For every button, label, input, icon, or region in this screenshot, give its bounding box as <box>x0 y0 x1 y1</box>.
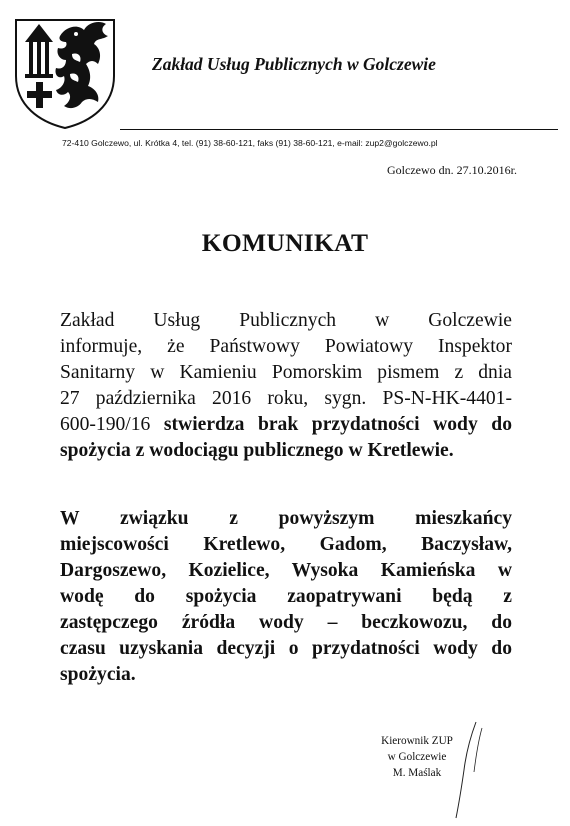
paragraph-line: 27 października 2016 roku, sygn. PS-N-HK-4401- <box>60 388 512 409</box>
paragraph-1 <box>60 308 512 464</box>
document-title: KOMUNIKAT <box>201 228 369 257</box>
paragraph-bold-line: spożycia z wodociągu publicznego w Kretlewie. <box>60 440 454 461</box>
paragraph-line: Dargoszewo, Kozielice, Wysoka Kamieńska w <box>60 560 512 581</box>
org-name: Zakład Usług Publicznych w Golczewie <box>152 54 436 74</box>
griffin-coat-of-arms-icon <box>10 14 120 130</box>
paragraph-line-mixed <box>60 412 512 438</box>
handwritten-signature-icon <box>446 718 490 822</box>
paragraph-line: wodę do spożycia zaopatrywani będą z <box>60 586 512 607</box>
paragraph-line: Zakład Usług Publicznych w Golczewie <box>60 310 512 331</box>
paragraph-line: Sanitarny w Kamieniu Pomorskim pismem z dnia <box>60 362 512 383</box>
paragraph-line: informuje, że Państwowy Powiatowy Inspektor <box>60 336 512 357</box>
paragraph-2 <box>60 506 512 688</box>
paragraph-bold-text: stwierdza brak przydatności wody do <box>163 414 512 435</box>
signature-role: Kierownik ZUP <box>381 735 453 747</box>
paragraph-line: zastępczego źródła wody – beczkowozu, do <box>60 612 512 633</box>
signature-place: w Golczewie <box>387 751 447 763</box>
paragraph-line: miejscowości Kretlewo, Gadom, Baczysław, <box>60 534 512 555</box>
signature-name: M. Maślak <box>392 767 442 779</box>
paragraph-text: 600-190/16 <box>60 414 151 435</box>
paragraph-line: W związku z powyższym mieszkańcy <box>60 508 512 529</box>
header-divider <box>120 129 558 130</box>
document-date: Golczewo dn. 27.10.2016r. <box>387 163 517 177</box>
paragraph-line: spożycia. <box>60 664 136 685</box>
paragraph-line: czasu uzyskania decyzji o przydatności wody do <box>60 638 512 659</box>
org-address: 72-410 Golczewo, ul. Krótka 4, tel. (91) 38-60-121, faks (91) 38-60-121, e-mail: zup2@golczewo.pl <box>62 138 438 148</box>
